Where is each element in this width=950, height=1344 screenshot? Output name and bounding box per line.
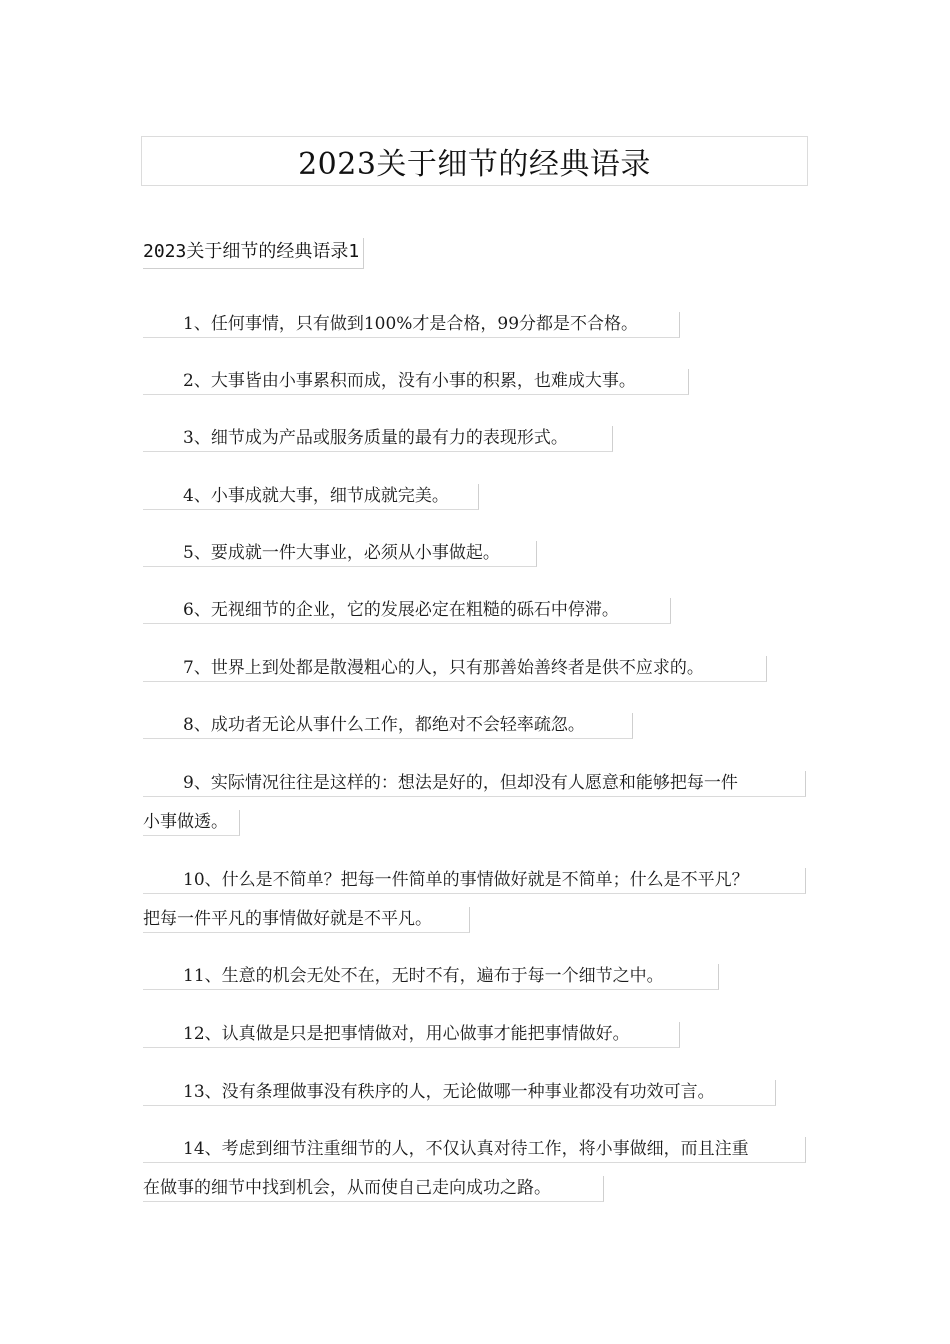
quote-10-line-2: 把每一件平凡的事情做好就是不平凡。 [143,907,470,933]
quote-9-line-1: 9、实际情况往往是这样的：想法是好的，但却没有人愿意和能够把每一件 [143,771,806,797]
quote-9-line-2: 小事做透。 [143,810,240,836]
quote-14-line-2: 在做事的细节中找到机会，从而使自己走向成功之路。 [143,1176,604,1202]
quote-3-line-1: 3、细节成为产品或服务质量的最有力的表现形式。 [143,426,613,452]
quote-8-line-1: 8、成功者无论从事什么工作，都绝对不会轻率疏忽。 [143,713,633,739]
quote-10-line-1: 10、什么是不简单？把每一件简单的事情做好就是不简单；什么是不平凡？ [143,868,806,894]
quote-1-line-1: 1、任何事情，只有做到100%才是合格，99分都是不合格。 [143,312,680,338]
title-box [141,136,808,186]
quote-2-line-1: 2、大事皆由小事累积而成，没有小事的积累，也难成大事。 [143,369,689,395]
quote-13-line-1: 13、没有条理做事没有秩序的人，无论做哪一种事业都没有功效可言。 [143,1080,776,1106]
quote-5-line-1: 5、要成就一件大事业，必须从小事做起。 [143,541,537,567]
quote-12-line-1: 12、认真做是只是把事情做对，用心做事才能把事情做好。 [143,1022,680,1048]
quote-7-line-1: 7、世界上到处都是散漫粗心的人，只有那善始善终者是供不应求的。 [143,656,767,682]
section-heading: 2023关于细节的经典语录1 [143,238,364,269]
document-title: 2023关于细节的经典语录 [298,147,651,182]
quote-11-line-1: 11、生意的机会无处不在，无时不有，遍布于每一个细节之中。 [143,964,719,990]
quote-6-line-1: 6、无视细节的企业，它的发展必定在粗糙的砾石中停滞。 [143,598,671,624]
quote-14-line-1: 14、考虑到细节注重细节的人，不仅认真对待工作，将小事做细，而且注重 [143,1137,806,1163]
quote-4-line-1: 4、小事成就大事，细节成就完美。 [143,484,479,510]
